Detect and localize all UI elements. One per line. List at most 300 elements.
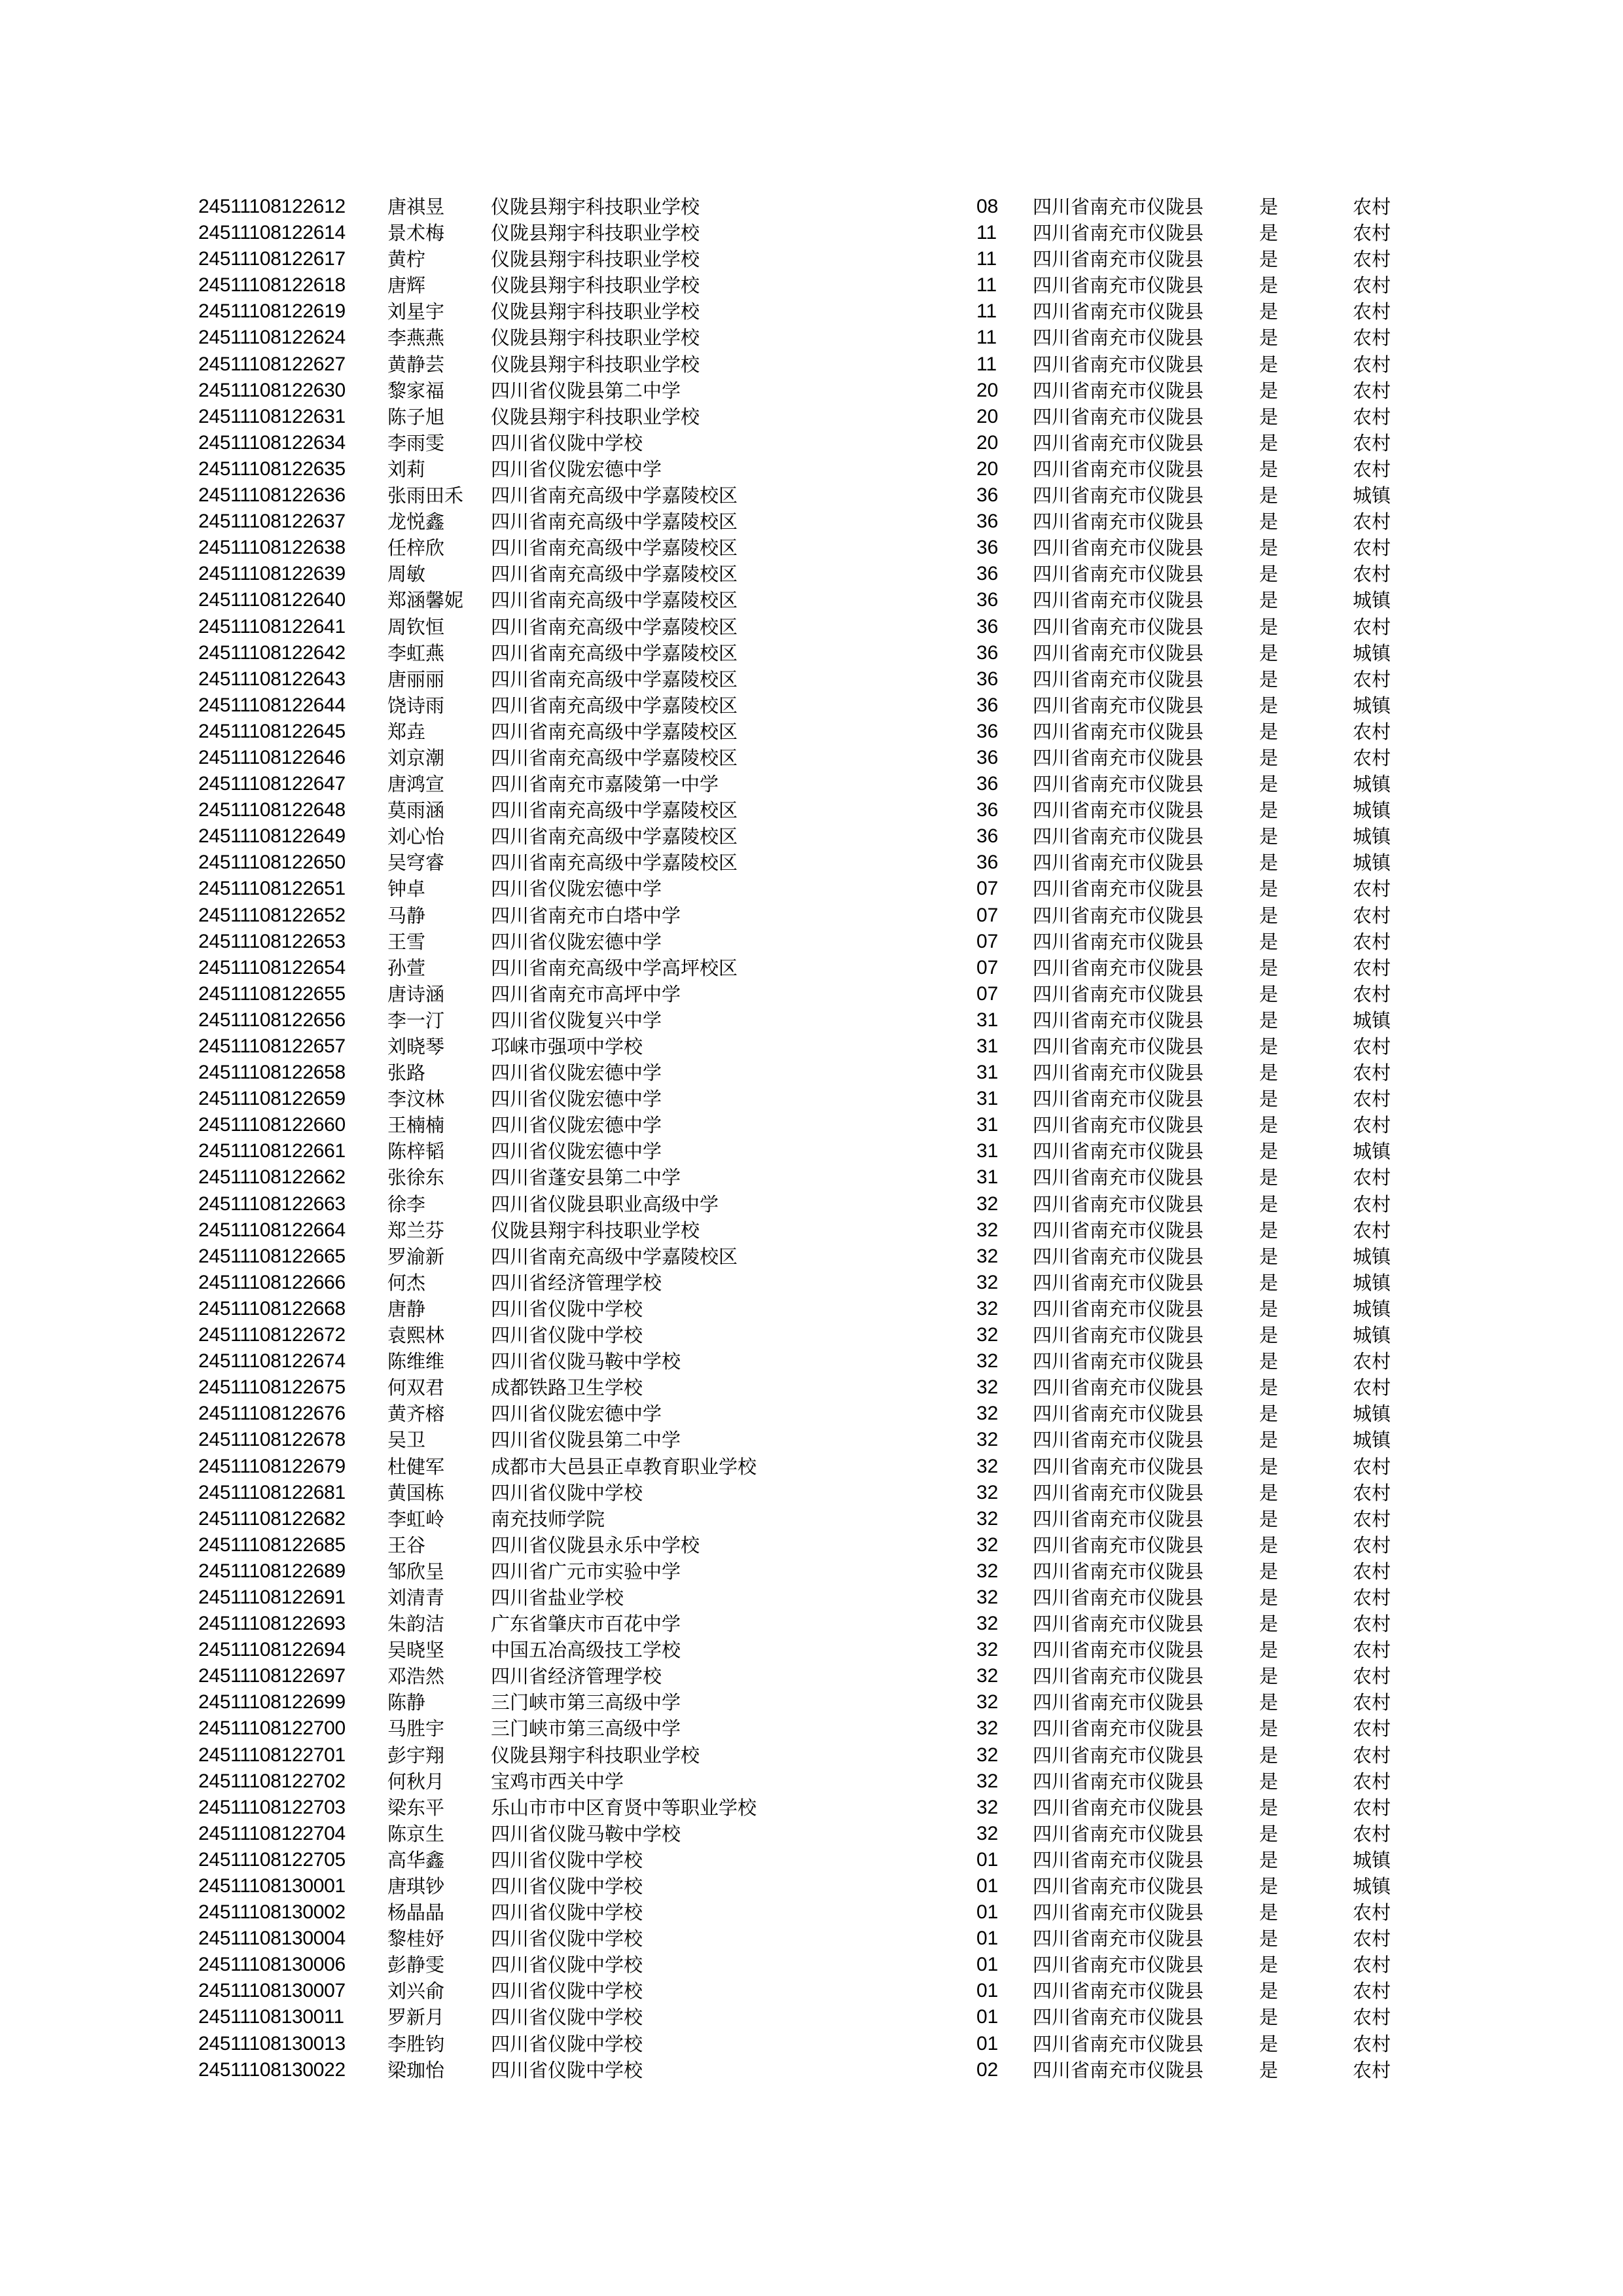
school-cell: 成都市大邑县正卓教育职业学校 [491, 1455, 757, 1478]
table-row [0, 1689, 1623, 1715]
exam-id-cell: 24511108122619 [198, 300, 346, 323]
student-name-cell: 何双君 [387, 1376, 445, 1399]
exam-id-cell: 24511108122661 [198, 1140, 346, 1162]
exam-id-cell: 24511108122614 [198, 222, 346, 244]
exam-id-cell: 24511108122703 [198, 1796, 346, 1818]
school-cell: 四川省南充市白塔中学 [491, 904, 681, 927]
flag-cell: 是 [1259, 405, 1279, 428]
region-cell: 四川省南充市仪陇县 [1033, 1088, 1204, 1111]
exam-id-cell: 24511108122658 [198, 1062, 346, 1084]
region-cell: 四川省南充市仪陇县 [1033, 1193, 1204, 1215]
student-name-cell: 马胜宇 [387, 1717, 445, 1740]
household-type-cell: 城镇 [1353, 1324, 1391, 1347]
region-cell: 四川省南充市仪陇县 [1033, 1114, 1204, 1137]
flag-cell: 是 [1259, 982, 1279, 1005]
school-cell: 四川省仪陇县永乐中学校 [491, 1534, 700, 1556]
flag-cell: 是 [1259, 1613, 1279, 1636]
exam-id-cell: 24511108122691 [198, 1586, 346, 1608]
exam-id-cell: 24511108122649 [198, 825, 346, 848]
table-row [0, 2057, 1623, 2083]
exam-id-cell: 24511108130001 [198, 1875, 346, 1897]
table-row [0, 535, 1623, 561]
household-type-cell: 农村 [1353, 511, 1391, 533]
exam-id-cell: 24511108122657 [198, 1035, 346, 1057]
region-cell: 四川省南充市仪陇县 [1033, 1744, 1204, 1767]
table-row [0, 272, 1623, 298]
school-cell: 仪陇县翔宇科技职业学校 [491, 196, 700, 218]
student-name-cell: 李一汀 [387, 1009, 445, 1031]
code-cell: 36 [976, 694, 999, 716]
school-cell: 仪陇县翔宇科技职业学校 [491, 1219, 700, 1242]
code-cell: 11 [976, 327, 997, 349]
table-row [0, 1795, 1623, 1821]
table-row [0, 1244, 1623, 1270]
region-cell: 四川省南充市仪陇县 [1033, 1770, 1204, 1793]
exam-id-cell: 24511108122643 [198, 668, 346, 690]
table-row [0, 850, 1623, 876]
table-row [0, 1427, 1623, 1453]
flag-cell: 是 [1259, 1140, 1279, 1163]
flag-cell: 是 [1259, 1350, 1279, 1373]
flag-cell: 是 [1259, 1219, 1279, 1242]
table-row [0, 1847, 1623, 1873]
household-type-cell: 农村 [1353, 904, 1391, 927]
code-cell: 02 [976, 2058, 999, 2081]
exam-id-cell: 24511108122644 [198, 694, 346, 716]
student-name-cell: 马静 [387, 904, 426, 927]
table-row [0, 1978, 1623, 2004]
table-row [0, 1296, 1623, 1322]
region-cell: 四川省南充市仪陇县 [1033, 300, 1204, 323]
school-cell: 四川省盐业学校 [491, 1586, 624, 1609]
student-name-cell: 刘莉 [387, 457, 426, 480]
flag-cell: 是 [1259, 1009, 1279, 1031]
code-cell: 32 [976, 1744, 999, 1766]
student-name-cell: 周钦恒 [387, 615, 445, 638]
exam-id-cell: 24511108122648 [198, 799, 346, 821]
student-name-cell: 黎桂妤 [387, 1928, 445, 1950]
household-type-cell: 农村 [1353, 1901, 1391, 1924]
region-cell: 四川省南充市仪陇县 [1033, 1140, 1204, 1163]
code-cell: 08 [976, 196, 999, 217]
region-cell: 四川省南充市仪陇县 [1033, 457, 1204, 480]
region-cell: 四川省南充市仪陇县 [1033, 1455, 1204, 1478]
region-cell: 四川省南充市仪陇县 [1033, 1507, 1204, 1530]
school-cell: 四川省仪陇宏德中学 [491, 1403, 662, 1426]
flag-cell: 是 [1259, 904, 1279, 927]
school-cell: 四川省南充高级中学嘉陵校区 [491, 852, 738, 874]
table-row [0, 1322, 1623, 1348]
school-cell: 中国五冶高级技工学校 [491, 1639, 681, 1662]
school-cell: 四川省仪陇宏德中学 [491, 1114, 662, 1137]
code-cell: 31 [976, 1166, 999, 1189]
household-type-cell: 农村 [1353, 1481, 1391, 1504]
school-cell: 乐山市市中区育贤中等职业学校 [491, 1796, 757, 1819]
region-cell: 四川省南充市仪陇县 [1033, 248, 1204, 271]
student-name-cell: 罗新月 [387, 2006, 445, 2029]
code-cell: 32 [976, 1639, 999, 1661]
school-cell: 四川省南充市嘉陵第一中学 [491, 773, 719, 796]
school-cell: 四川省南充高级中学嘉陵校区 [491, 511, 738, 533]
table-row [0, 561, 1623, 587]
household-type-cell: 农村 [1353, 1954, 1391, 1977]
region-cell: 四川省南充市仪陇县 [1033, 1062, 1204, 1085]
school-cell: 仪陇县翔宇科技职业学校 [491, 353, 700, 376]
code-cell: 31 [976, 1009, 999, 1031]
region-cell: 四川省南充市仪陇县 [1033, 615, 1204, 638]
table-row [0, 1506, 1623, 1532]
table-row [0, 771, 1623, 797]
exam-id-cell: 24511108122665 [198, 1245, 346, 1267]
school-cell: 三门峡市第三高级中学 [491, 1691, 681, 1714]
household-type-cell: 城镇 [1353, 641, 1391, 664]
school-cell: 四川省南充高级中学嘉陵校区 [491, 694, 738, 717]
flag-cell: 是 [1259, 1088, 1279, 1111]
household-type-cell: 农村 [1353, 2032, 1391, 2055]
exam-id-cell: 24511108122639 [198, 563, 346, 585]
code-cell: 31 [976, 1035, 999, 1057]
exam-id-cell: 24511108122630 [198, 379, 346, 401]
code-cell: 36 [976, 668, 999, 690]
table-row [0, 325, 1623, 351]
exam-id-cell: 24511108122660 [198, 1114, 346, 1136]
code-cell: 32 [976, 1193, 999, 1215]
table-row [0, 404, 1623, 430]
school-cell: 四川省仪陇中学校 [491, 1297, 643, 1320]
exam-id-cell: 24511108122668 [198, 1297, 346, 1319]
exam-id-cell: 24511108122651 [198, 878, 346, 900]
table-row [0, 719, 1623, 745]
exam-id-cell: 24511108122634 [198, 431, 346, 454]
exam-id-cell: 24511108122638 [198, 537, 346, 559]
household-type-cell: 农村 [1353, 2006, 1391, 2029]
school-cell: 四川省仪陇中学校 [491, 431, 643, 454]
exam-id-cell: 24511108122654 [198, 956, 346, 978]
code-cell: 32 [976, 1376, 999, 1399]
exam-id-cell: 24511108122693 [198, 1613, 346, 1635]
student-name-cell: 黄齐榕 [387, 1403, 445, 1426]
household-type-cell: 农村 [1353, 327, 1391, 350]
household-type-cell: 农村 [1353, 1586, 1391, 1609]
table-row [0, 1033, 1623, 1060]
exam-id-cell: 24511108122637 [198, 511, 346, 533]
flag-cell: 是 [1259, 773, 1279, 796]
exam-id-cell: 24511108130022 [198, 2058, 346, 2081]
flag-cell: 是 [1259, 615, 1279, 638]
household-type-cell: 农村 [1353, 1980, 1391, 2003]
flag-cell: 是 [1259, 563, 1279, 586]
region-cell: 四川省南充市仪陇县 [1033, 2006, 1204, 2029]
table-row [0, 1926, 1623, 1952]
household-type-cell: 农村 [1353, 563, 1391, 586]
school-cell: 四川省南充高级中学嘉陵校区 [491, 589, 738, 612]
student-name-cell: 孙萱 [387, 956, 426, 979]
region-cell: 四川省南充市仪陇县 [1033, 956, 1204, 979]
student-name-cell: 邓浩然 [387, 1665, 445, 1688]
flag-cell: 是 [1259, 746, 1279, 769]
student-name-cell: 黄静芸 [387, 353, 445, 376]
school-cell: 四川省南充市高坪中学 [491, 982, 681, 1005]
student-name-cell: 唐诗涵 [387, 982, 445, 1005]
table-row [0, 1558, 1623, 1585]
region-cell: 四川省南充市仪陇县 [1033, 694, 1204, 717]
flag-cell: 是 [1259, 930, 1279, 953]
flag-cell: 是 [1259, 1507, 1279, 1530]
region-cell: 四川省南充市仪陇县 [1033, 1271, 1204, 1294]
school-cell: 四川省仪陇县第二中学 [491, 1429, 681, 1452]
household-type-cell: 农村 [1353, 457, 1391, 480]
student-name-cell: 何杰 [387, 1271, 426, 1294]
student-name-cell: 刘京潮 [387, 746, 445, 769]
household-type-cell: 农村 [1353, 274, 1391, 297]
region-cell: 四川省南充市仪陇县 [1033, 1639, 1204, 1662]
student-table [0, 194, 1623, 2083]
school-cell: 四川省南充高级中学嘉陵校区 [491, 641, 738, 664]
table-row [0, 1374, 1623, 1401]
exam-id-cell: 24511108122675 [198, 1376, 346, 1399]
exam-id-cell: 24511108122653 [198, 930, 346, 952]
region-cell: 四川省南充市仪陇县 [1033, 1586, 1204, 1609]
exam-id-cell: 24511108130002 [198, 1901, 346, 1924]
code-cell: 32 [976, 1717, 999, 1740]
school-cell: 仪陇县翔宇科技职业学校 [491, 274, 700, 297]
school-cell: 邛崃市强项中学校 [491, 1035, 643, 1058]
student-name-cell: 张路 [387, 1062, 426, 1085]
code-cell: 32 [976, 1403, 999, 1425]
school-cell: 四川省经济管理学校 [491, 1271, 662, 1294]
code-cell: 20 [976, 431, 999, 454]
exam-id-cell: 24511108122701 [198, 1744, 346, 1766]
table-row [0, 1873, 1623, 1899]
household-type-cell: 农村 [1353, 1088, 1391, 1111]
student-name-cell: 王雪 [387, 930, 426, 953]
household-type-cell: 农村 [1353, 1114, 1391, 1137]
table-row [0, 1217, 1623, 1244]
table-row [0, 482, 1623, 509]
exam-id-cell: 24511108122655 [198, 982, 346, 1005]
flag-cell: 是 [1259, 1822, 1279, 1845]
household-type-cell: 农村 [1353, 956, 1391, 979]
exam-id-cell: 24511108122618 [198, 274, 346, 296]
flag-cell: 是 [1259, 720, 1279, 743]
student-name-cell: 王楠楠 [387, 1114, 445, 1137]
household-type-cell: 农村 [1353, 878, 1391, 901]
school-cell: 四川省仪陇宏德中学 [491, 457, 662, 480]
exam-id-cell: 24511108122636 [198, 484, 346, 507]
flag-cell: 是 [1259, 196, 1279, 218]
region-cell: 四川省南充市仪陇县 [1033, 641, 1204, 664]
household-type-cell: 农村 [1353, 1507, 1391, 1530]
student-name-cell: 唐静 [387, 1297, 426, 1320]
code-cell: 36 [976, 484, 999, 507]
flag-cell: 是 [1259, 300, 1279, 323]
exam-id-cell: 24511108130013 [198, 2032, 346, 2054]
flag-cell: 是 [1259, 353, 1279, 376]
household-type-cell: 农村 [1353, 1717, 1391, 1740]
exam-id-cell: 24511108122674 [198, 1350, 346, 1372]
household-type-cell: 农村 [1353, 720, 1391, 743]
student-name-cell: 唐琪钞 [387, 1875, 445, 1897]
exam-id-cell: 24511108122702 [198, 1770, 346, 1792]
household-type-cell: 农村 [1353, 615, 1391, 638]
household-type-cell: 农村 [1353, 1035, 1391, 1058]
table-row [0, 1401, 1623, 1427]
household-type-cell: 农村 [1353, 982, 1391, 1005]
exam-id-cell: 24511108122694 [198, 1639, 346, 1661]
school-cell: 四川省仪陇中学校 [491, 2032, 643, 2055]
household-type-cell: 城镇 [1353, 1848, 1391, 1871]
code-cell: 01 [976, 1848, 999, 1871]
exam-id-cell: 24511108122656 [198, 1009, 346, 1031]
table-row [0, 509, 1623, 535]
household-type-cell: 农村 [1353, 248, 1391, 271]
student-name-cell: 莫雨涵 [387, 799, 445, 822]
code-cell: 01 [976, 1954, 999, 1976]
region-cell: 四川省南充市仪陇县 [1033, 1245, 1204, 1268]
school-cell: 宝鸡市西关中学 [491, 1770, 624, 1793]
flag-cell: 是 [1259, 537, 1279, 560]
table-row [0, 692, 1623, 719]
code-cell: 07 [976, 982, 999, 1005]
household-type-cell: 农村 [1353, 379, 1391, 402]
flag-cell: 是 [1259, 1875, 1279, 1897]
table-row [0, 1952, 1623, 1978]
exam-id-cell: 24511108122640 [198, 589, 346, 611]
table-row [0, 1164, 1623, 1191]
flag-cell: 是 [1259, 1481, 1279, 1504]
student-name-cell: 罗渝新 [387, 1245, 445, 1268]
table-row [0, 1532, 1623, 1558]
code-cell: 31 [976, 1114, 999, 1136]
student-name-cell: 唐丽丽 [387, 668, 445, 691]
flag-cell: 是 [1259, 1324, 1279, 1347]
code-cell: 11 [976, 353, 997, 375]
school-cell: 四川省南充高级中学嘉陵校区 [491, 563, 738, 586]
household-type-cell: 农村 [1353, 1534, 1391, 1556]
household-type-cell: 农村 [1353, 353, 1391, 376]
exam-id-cell: 24511108122705 [198, 1848, 346, 1871]
table-row [0, 929, 1623, 955]
flag-cell: 是 [1259, 1271, 1279, 1294]
household-type-cell: 农村 [1353, 431, 1391, 454]
region-cell: 四川省南充市仪陇县 [1033, 2058, 1204, 2081]
household-type-cell: 农村 [1353, 1744, 1391, 1767]
code-cell: 07 [976, 930, 999, 952]
flag-cell: 是 [1259, 1114, 1279, 1137]
region-cell: 四川省南充市仪陇县 [1033, 1691, 1204, 1714]
exam-id-cell: 24511108122662 [198, 1166, 346, 1189]
school-cell: 仪陇县翔宇科技职业学校 [491, 327, 700, 350]
student-name-cell: 张雨田禾 [387, 484, 464, 507]
table-row [0, 378, 1623, 404]
code-cell: 36 [976, 511, 999, 533]
household-type-cell: 农村 [1353, 1928, 1391, 1950]
code-cell: 31 [976, 1062, 999, 1084]
code-cell: 01 [976, 1875, 999, 1897]
table-row [0, 220, 1623, 246]
exam-id-cell: 24511108122679 [198, 1455, 346, 1477]
student-name-cell: 刘晓琴 [387, 1035, 445, 1058]
exam-id-cell: 24511108122689 [198, 1560, 346, 1582]
flag-cell: 是 [1259, 274, 1279, 297]
table-row [0, 823, 1623, 850]
flag-cell: 是 [1259, 457, 1279, 480]
flag-cell: 是 [1259, 1193, 1279, 1215]
student-name-cell: 刘心怡 [387, 825, 445, 848]
region-cell: 四川省南充市仪陇县 [1033, 1035, 1204, 1058]
school-cell: 四川省南充高级中学高坪校区 [491, 956, 738, 979]
region-cell: 四川省南充市仪陇县 [1033, 799, 1204, 822]
code-cell: 36 [976, 799, 999, 821]
code-cell: 36 [976, 720, 999, 742]
exam-id-cell: 24511108122646 [198, 746, 346, 768]
table-row [0, 430, 1623, 456]
code-cell: 32 [976, 1350, 999, 1372]
student-name-cell: 李胜钧 [387, 2032, 445, 2055]
flag-cell: 是 [1259, 2032, 1279, 2055]
table-row [0, 2031, 1623, 2057]
region-cell: 四川省南充市仪陇县 [1033, 589, 1204, 612]
code-cell: 11 [976, 300, 997, 323]
household-type-cell: 城镇 [1353, 1429, 1391, 1452]
household-type-cell: 农村 [1353, 668, 1391, 691]
region-cell: 四川省南充市仪陇县 [1033, 1481, 1204, 1504]
table-row [0, 298, 1623, 325]
code-cell: 31 [976, 1088, 999, 1110]
school-cell: 四川省南充高级中学嘉陵校区 [491, 615, 738, 638]
region-cell: 四川省南充市仪陇县 [1033, 1848, 1204, 1871]
flag-cell: 是 [1259, 484, 1279, 507]
code-cell: 07 [976, 956, 999, 978]
school-cell: 广东省肇庆市百花中学 [491, 1613, 681, 1636]
flag-cell: 是 [1259, 1586, 1279, 1609]
table-row [0, 1007, 1623, 1033]
school-cell: 四川省仪陇县职业高级中学 [491, 1193, 719, 1215]
region-cell: 四川省南充市仪陇县 [1033, 379, 1204, 402]
flag-cell: 是 [1259, 1954, 1279, 1977]
student-name-cell: 李雨雯 [387, 431, 445, 454]
table-row [0, 1663, 1623, 1689]
school-cell: 四川省蓬安县第二中学 [491, 1166, 681, 1189]
school-cell: 四川省仪陇复兴中学 [491, 1009, 662, 1031]
table-row [0, 666, 1623, 692]
flag-cell: 是 [1259, 327, 1279, 350]
table-row [0, 981, 1623, 1007]
exam-id-cell: 24511108122635 [198, 457, 346, 480]
school-cell: 四川省仪陇中学校 [491, 1875, 643, 1897]
table-row [0, 614, 1623, 640]
student-name-cell: 高华鑫 [387, 1848, 445, 1871]
table-row [0, 194, 1623, 220]
code-cell: 32 [976, 1613, 999, 1635]
flag-cell: 是 [1259, 1062, 1279, 1085]
region-cell: 四川省南充市仪陇县 [1033, 405, 1204, 428]
household-type-cell: 城镇 [1353, 694, 1391, 717]
flag-cell: 是 [1259, 1560, 1279, 1583]
region-cell: 四川省南充市仪陇县 [1033, 825, 1204, 848]
region-cell: 四川省南充市仪陇县 [1033, 537, 1204, 560]
code-cell: 32 [976, 1324, 999, 1346]
school-cell: 四川省仪陇马鞍中学校 [491, 1350, 681, 1373]
flag-cell: 是 [1259, 431, 1279, 454]
table-row [0, 456, 1623, 482]
exam-id-cell: 24511108130006 [198, 1954, 346, 1976]
school-cell: 四川省仪陇中学校 [491, 1954, 643, 1977]
flag-cell: 是 [1259, 1639, 1279, 1662]
student-name-cell: 梁东平 [387, 1796, 445, 1819]
student-name-cell: 龙悦鑫 [387, 511, 445, 533]
exam-id-cell: 24511108122641 [198, 615, 346, 637]
